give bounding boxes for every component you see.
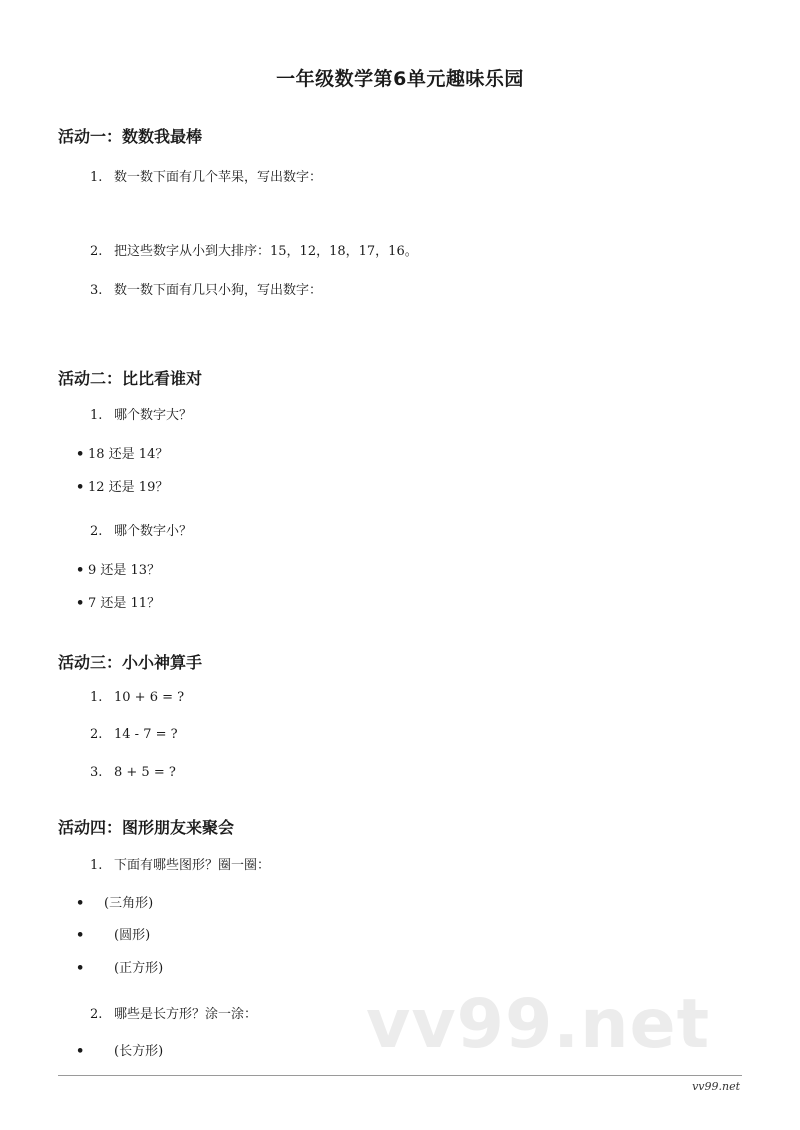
item-number: 1.: [90, 858, 103, 873]
item-number: 2.: [90, 1007, 103, 1022]
bullet-text: (长方形): [114, 1044, 164, 1059]
bullet-dot-icon: •: [76, 896, 85, 911]
item-text: 下面有哪些图形？圈一圈：: [114, 858, 271, 873]
bullet-text: 18 还是 14？: [88, 447, 169, 462]
item-number: 1.: [90, 170, 103, 185]
activity4-heading: 活动四：图形朋友来聚会: [58, 818, 235, 837]
activity4-bullet-triangle: [76, 892, 153, 911]
activity2-bullet-3: [76, 559, 160, 578]
bullet-text: 7 还是 11？: [88, 596, 161, 611]
item-number: 2.: [90, 727, 103, 742]
item-number: 2.: [90, 524, 103, 539]
bullet-dot-icon: •: [76, 1044, 85, 1059]
bullet-dot-icon: •: [76, 596, 85, 611]
activity4-bullet-rectangle: [76, 1040, 163, 1059]
item-text: 哪个数字大？: [114, 408, 193, 423]
activity1-item-1: [90, 166, 322, 185]
bullet-dot-icon: •: [76, 447, 85, 462]
activity3-item-1: [90, 690, 184, 705]
item-number: 1.: [90, 690, 103, 705]
item-number: 1.: [90, 408, 103, 423]
activity2-bullet-2: [76, 476, 168, 495]
activity2-heading: 活动二：比比看谁对: [58, 369, 203, 388]
item-number: 2.: [90, 244, 103, 259]
activity2-question-2: [90, 520, 192, 539]
item-text: 哪些是长方形？涂一涂：: [114, 1007, 258, 1022]
activity4-bullet-square: [76, 957, 163, 976]
bullet-dot-icon: •: [76, 928, 85, 943]
item-text: 10 + 6 = ?: [114, 690, 185, 705]
item-text: 数一数下面有几只小狗，写出数字：: [114, 283, 323, 298]
activity1-heading: 活动一：数数我最棒: [58, 127, 203, 146]
bullet-dot-icon: •: [76, 480, 85, 495]
bullet-text: (三角形): [104, 896, 154, 911]
bullet-text: 9 还是 13？: [88, 563, 161, 578]
activity1-item-2: [90, 240, 418, 259]
page-title: 一年级数学第6单元趣味乐园: [276, 68, 524, 90]
bullet-text: (圆形): [114, 928, 151, 943]
activity3-item-2: [90, 727, 178, 742]
item-text: 把这些数字从小到大排序：15，12，18，17，16。: [114, 244, 418, 259]
bullet-text: (正方形): [114, 961, 164, 976]
item-number: 3.: [90, 765, 103, 780]
activity3-item-3: [90, 765, 176, 780]
footer-site-label: vv99.net: [692, 1080, 740, 1093]
activity4-bullet-circle: [76, 924, 150, 943]
item-text: 哪个数字小？: [114, 524, 193, 539]
footer-divider: [58, 1075, 742, 1076]
activity2-question-1: [90, 404, 192, 423]
activity4-question-2: [90, 1003, 257, 1022]
activity4-question-1: [90, 854, 270, 873]
item-number: 3.: [90, 283, 103, 298]
item-text: 8 + 5 = ?: [114, 765, 176, 780]
activity2-bullet-1: [76, 443, 168, 462]
bullet-text: 12 还是 19？: [88, 480, 169, 495]
bullet-dot-icon: •: [76, 563, 85, 578]
item-text: 数一数下面有几个苹果，写出数字：: [114, 170, 323, 185]
item-text: 14 - 7 = ?: [114, 727, 178, 742]
bullet-dot-icon: •: [76, 961, 85, 976]
activity2-bullet-4: [76, 592, 160, 611]
watermark: vv99.net: [366, 985, 711, 1064]
activity1-item-3: [90, 279, 322, 298]
activity3-heading: 活动三：小小神算手: [58, 653, 203, 672]
